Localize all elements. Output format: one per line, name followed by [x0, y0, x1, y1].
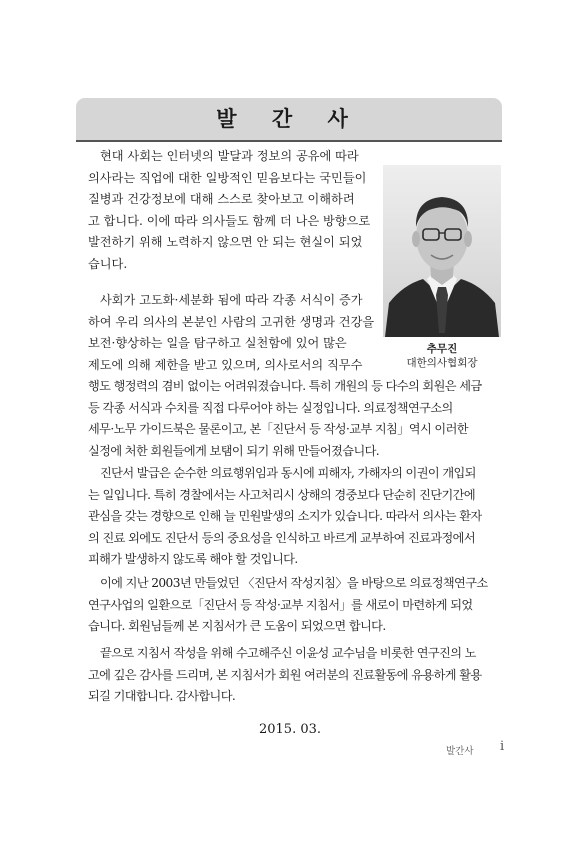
- page-title: 발 간 사: [216, 107, 362, 131]
- paragraph-line: 고에 깊은 감사를 드리며, 본 지침서가 회원 여러분의 진료활동에 유용하게 활용: [88, 667, 482, 682]
- paragraph-line: 보전·향상하는 일을 탐구하고 실천함에 있어 많은: [88, 336, 347, 350]
- paragraph-line: 의사라는 직업에 대한 일방적인 믿음보다는 국민들이: [88, 170, 367, 185]
- paragraph-2: [88, 290, 482, 462]
- paragraph-line: 피해가 발생하지 않도록 해야 할 것입니다.: [88, 552, 298, 566]
- paragraph-line: 끝으로 지침서 작성을 위해 수고해주신 이윤성 교수님을 비롯한 연구진의 노: [100, 646, 476, 660]
- paragraph-line: 하여 우리 의사의 본분인 사람의 고귀한 생명과 건강을: [88, 314, 375, 329]
- paragraph-line: 발전하기 위해 노력하지 않으면 안 되는 현실이 되었: [88, 235, 363, 249]
- paragraph-1: [88, 146, 388, 275]
- title-underline: [76, 140, 502, 142]
- paragraph-line: 진단서 발급은 순수한 의료행위임과 동시에 피해자, 가해자의 이권이 개입되: [100, 466, 476, 480]
- paragraph-line: 제도에 의해 제한을 받고 있으며, 의사로서의 직무수: [88, 357, 363, 372]
- paragraph-line: 습니다.: [88, 256, 128, 271]
- publication-date: 2015. 03.: [258, 722, 322, 737]
- footer-section-label: 발간사: [446, 746, 474, 757]
- paragraph-line: 사회가 고도화·세분화 됨에 따라 각종 서식이 증가: [100, 293, 363, 307]
- paragraph-line: 의 진료 외에도 진단서 등의 중요성을 인식하고 바르게 교부하여 진료과정에서: [88, 530, 476, 545]
- paragraph-line: 현대 사회는 인터넷의 발달과 정보의 공유에 따라: [100, 149, 359, 163]
- paragraph-line: 등 각종 서식과 수치를 직접 다루어야 하는 실정입니다. 의료정책연구소의: [88, 400, 453, 415]
- paragraph-line: 실정에 처한 회원들에게 보탬이 되기 위해 만들어졌습니다.: [88, 443, 380, 458]
- paragraph-3: [88, 463, 482, 571]
- paragraph-line: 연구사업의 일환으로「진단서 등 작성·교부 지침서」를 새로이 마련하게 되었: [88, 597, 473, 612]
- author-title: 대한의사협회장: [406, 357, 478, 369]
- paragraph-line: 질병과 건강정보에 대해 스스로 찾아보고 이해하려: [88, 192, 355, 206]
- paragraph-line: 세무·노무 가이드북은 물론이고, 본「진단서 등 작성·교부 지침」역시 이러한: [88, 422, 468, 436]
- paragraph-line: 는 일입니다. 특히 경찰에서는 사고처리시 상해의 경중보다 단순히 진단기간에: [88, 487, 476, 502]
- page-number: i: [500, 739, 505, 754]
- paragraph-line: 습니다. 회원님들께 본 지침서가 큰 도움이 되었으면 합니다.: [88, 619, 386, 633]
- paragraph-line: 관심을 갖는 경향으로 인해 늘 민원발생의 소지가 있습니다. 따라서 의사는 환자: [88, 509, 482, 523]
- paragraph-line: 행도 행정력의 겸비 없이는 어려워졌습니다. 특히 개원의 등 다수의 회원은 세금: [88, 379, 482, 393]
- paragraph-4: [88, 573, 488, 638]
- paragraph-line: 되길 기대합니다. 감사합니다.: [88, 689, 236, 703]
- paragraph-line: 고 합니다. 이에 따라 의사들도 함께 더 나은 방향으로: [88, 213, 371, 228]
- paragraph-5: [88, 643, 482, 708]
- author-name: 추무진: [426, 343, 458, 355]
- paragraph-line: 이에 지난 2003년 만들었던 〈진단서 작성지침〉을 바탕으로 의료정책연구소: [100, 576, 488, 590]
